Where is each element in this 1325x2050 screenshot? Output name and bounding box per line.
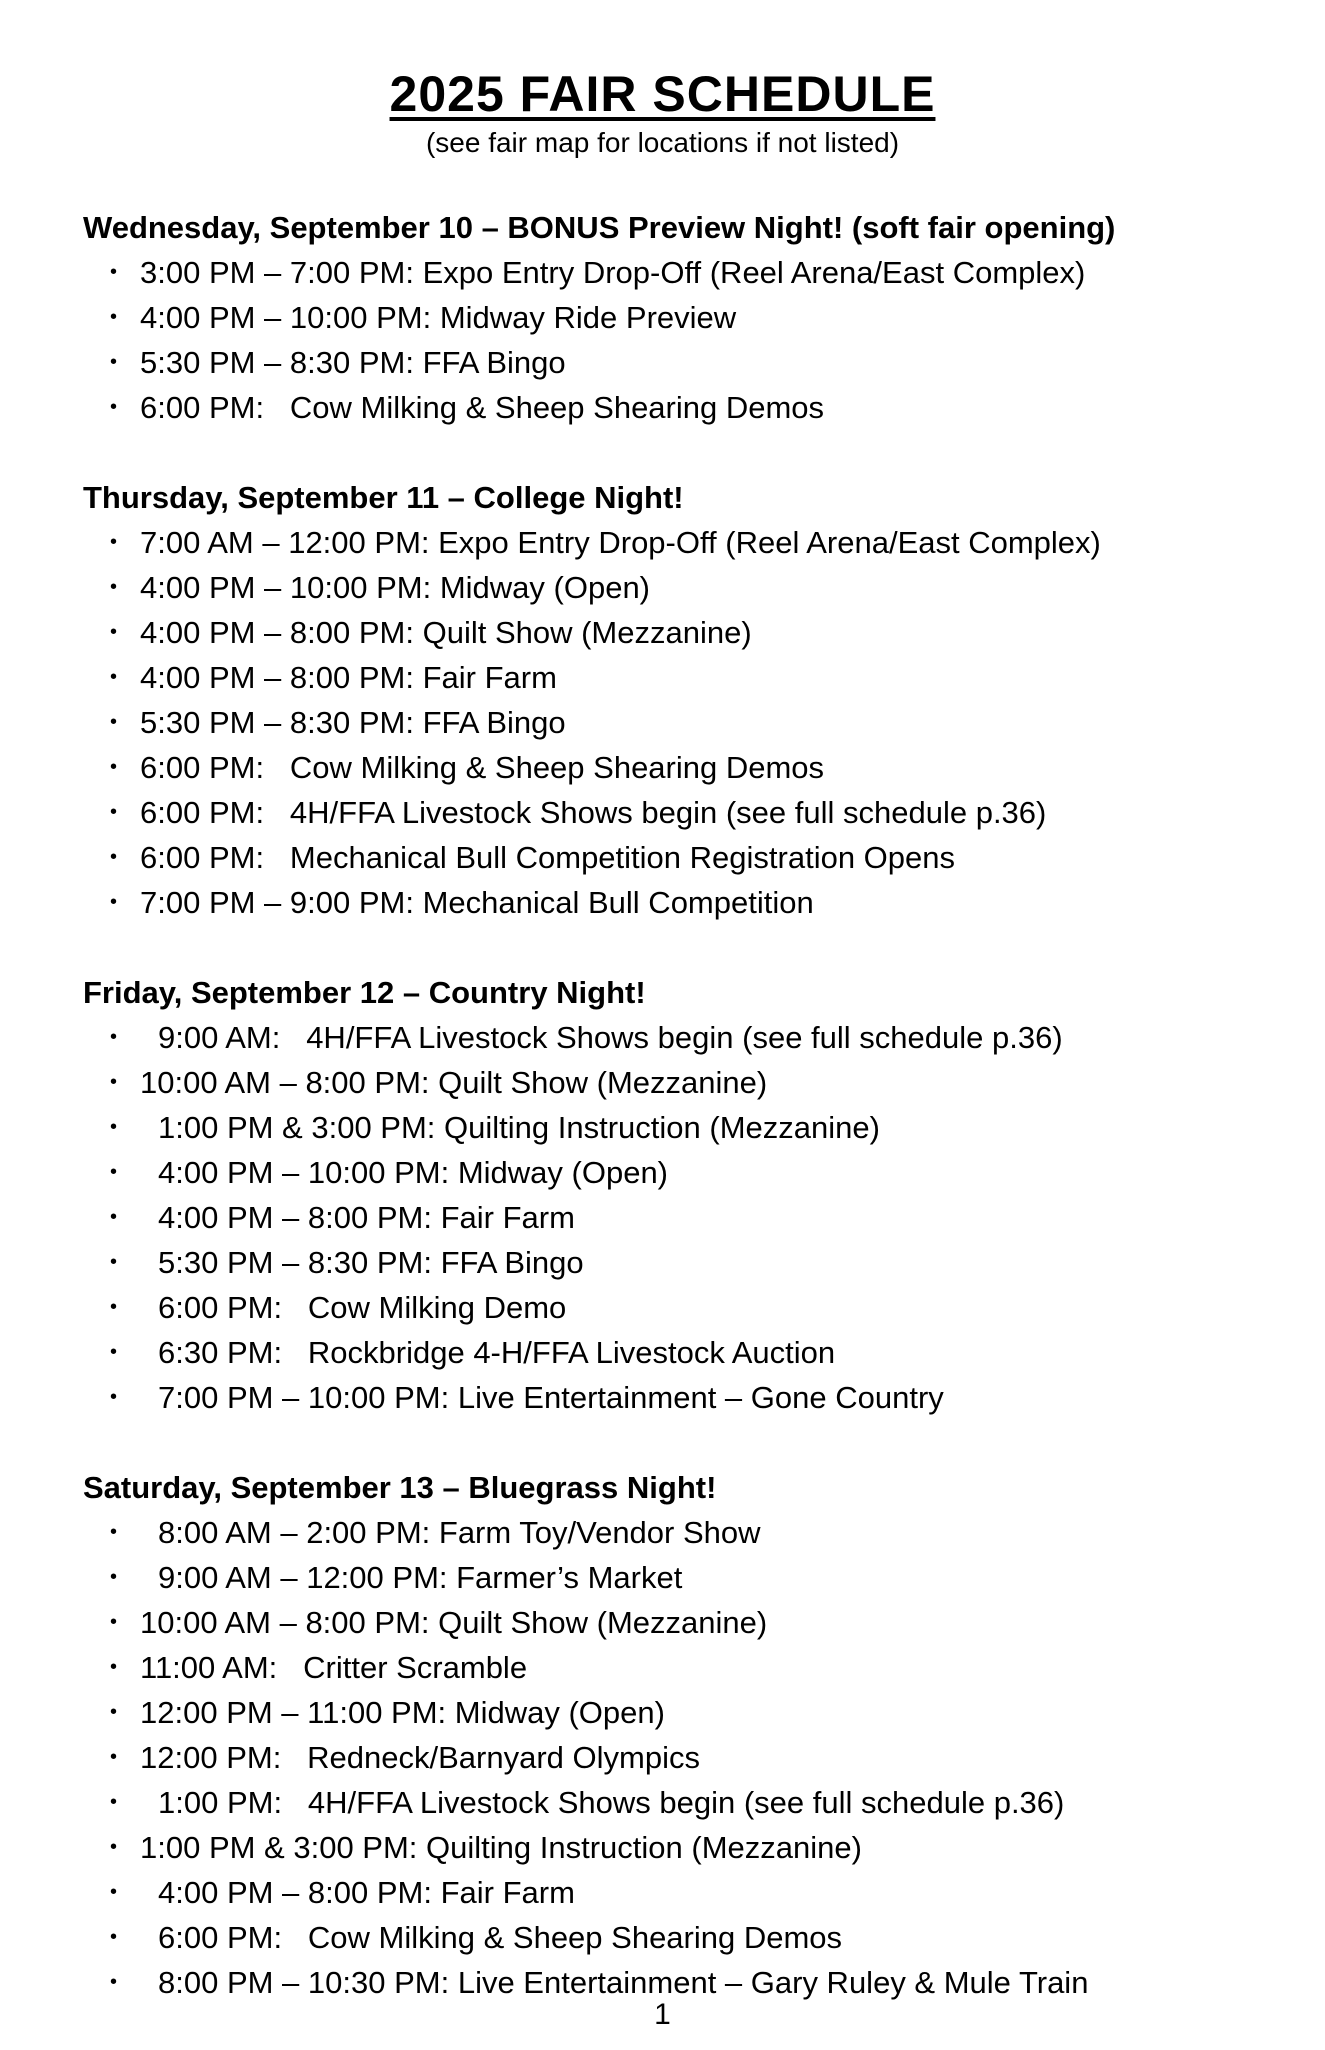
event-text: 7:00 PM – 9:00 PM: Mechanical Bull Competition	[140, 885, 814, 920]
bullet-icon: •	[110, 1296, 118, 1318]
bullet-icon: •	[110, 261, 118, 283]
list-item	[83, 655, 1283, 700]
list-item	[83, 1555, 1283, 1600]
day-heading: Thursday, September 11 – College Night!	[83, 480, 684, 515]
bullet-icon: •	[110, 531, 118, 553]
bullet-icon: •	[110, 1971, 118, 1993]
list-item	[83, 250, 1283, 295]
event-text: 6:30 PM: Rockbridge 4-H/FFA Livestock Auction	[158, 1335, 836, 1370]
list-item	[83, 1825, 1283, 1870]
event-text: 6:00 PM: Cow Milking & Sheep Shearing Demos	[158, 1920, 843, 1955]
event-list	[83, 1510, 1283, 2005]
event-text: 12:00 PM – 11:00 PM: Midway (Open)	[140, 1695, 665, 1730]
list-item	[83, 1195, 1283, 1240]
bullet-icon: •	[110, 1161, 118, 1183]
list-item	[83, 790, 1283, 835]
event-text: 8:00 PM – 10:30 PM: Live Entertainment – Gary Ruley & Mule Train	[158, 1965, 1089, 2000]
list-item	[83, 1915, 1283, 1960]
event-text: 4:00 PM – 8:00 PM: Fair Farm	[158, 1875, 575, 1910]
bullet-icon: •	[110, 846, 118, 868]
bullet-icon: •	[110, 756, 118, 778]
page-number: 1	[654, 1998, 671, 2031]
day-heading: Friday, September 12 – Country Night!	[83, 975, 646, 1010]
list-item	[83, 1330, 1283, 1375]
event-text: 9:00 AM: 4H/FFA Livestock Shows begin (see full schedule p.36)	[158, 1020, 1063, 1055]
event-list	[83, 250, 1283, 430]
bullet-icon: •	[110, 621, 118, 643]
list-item	[83, 1870, 1283, 1915]
list-item	[83, 1780, 1283, 1825]
page-subtitle: (see fair map for locations if not listed)	[425, 127, 900, 158]
list-item	[83, 385, 1283, 430]
list-item	[83, 1150, 1283, 1195]
bullet-icon: •	[110, 1881, 118, 1903]
bullet-icon: •	[110, 1926, 118, 1948]
event-text: 9:00 AM – 12:00 PM: Farmer’s Market	[158, 1560, 683, 1595]
list-item	[83, 565, 1283, 610]
list-item	[83, 295, 1283, 340]
bullet-icon: •	[110, 711, 118, 733]
list-item	[83, 1060, 1283, 1105]
event-text: 6:00 PM: Cow Milking & Sheep Shearing Demos	[140, 750, 825, 785]
bullet-icon: •	[110, 666, 118, 688]
event-text: 11:00 AM: Critter Scramble	[140, 1650, 528, 1685]
bullet-icon: •	[110, 1251, 118, 1273]
day-section-wednesday	[83, 205, 1283, 430]
event-text: 4:00 PM – 10:00 PM: Midway (Open)	[140, 570, 651, 605]
bullet-icon: •	[110, 351, 118, 373]
event-text: 1:00 PM & 3:00 PM: Quilting Instruction (Mezzanine)	[158, 1110, 880, 1145]
bullet-icon: •	[110, 396, 118, 418]
day-section-thursday	[83, 475, 1283, 925]
bullet-icon: •	[110, 1656, 118, 1678]
list-item	[83, 745, 1283, 790]
bullet-icon: •	[110, 1341, 118, 1363]
list-item	[83, 700, 1283, 745]
event-text: 4:00 PM – 8:00 PM: Fair Farm	[158, 1200, 575, 1235]
event-text: 5:30 PM – 8:30 PM: FFA Bingo	[158, 1245, 584, 1280]
list-item	[83, 1285, 1283, 1330]
bullet-icon: •	[110, 1386, 118, 1408]
event-text: 1:00 PM & 3:00 PM: Quilting Instruction (Mezzanine)	[140, 1830, 862, 1865]
event-text: 6:00 PM: Mechanical Bull Competition Registration Opens	[140, 840, 956, 875]
bullet-icon: •	[110, 891, 118, 913]
event-text: 4:00 PM – 10:00 PM: Midway (Open)	[158, 1155, 669, 1190]
event-text: 8:00 AM – 2:00 PM: Farm Toy/Vendor Show	[158, 1515, 761, 1550]
event-text: 4:00 PM – 8:00 PM: Quilt Show (Mezzanine)	[140, 615, 752, 650]
event-text: 12:00 PM: Redneck/Barnyard Olympics	[140, 1740, 700, 1775]
bullet-icon: •	[110, 576, 118, 598]
event-text: 4:00 PM – 10:00 PM: Midway Ride Preview	[140, 300, 737, 335]
list-item	[83, 1240, 1283, 1285]
list-item	[83, 340, 1283, 385]
event-list	[83, 1015, 1283, 1420]
event-text: 6:00 PM: Cow Milking Demo	[158, 1290, 567, 1325]
list-item	[83, 1690, 1283, 1735]
event-text: 5:30 PM – 8:30 PM: FFA Bingo	[140, 345, 566, 380]
list-item	[83, 610, 1283, 655]
list-item	[83, 1375, 1283, 1420]
list-item	[83, 880, 1283, 925]
bullet-icon: •	[110, 1746, 118, 1768]
bullet-icon: •	[110, 1206, 118, 1228]
event-text: 3:00 PM – 7:00 PM: Expo Entry Drop-Off (Reel Arena/East Complex)	[140, 255, 1086, 290]
day-heading: Saturday, September 13 – Bluegrass Night!	[83, 1470, 717, 1505]
event-text: 6:00 PM: Cow Milking & Sheep Shearing Demos	[140, 390, 825, 425]
event-text: 10:00 AM – 8:00 PM: Quilt Show (Mezzanine)	[140, 1065, 768, 1100]
list-item	[83, 1015, 1283, 1060]
bullet-icon: •	[110, 306, 118, 328]
event-text: 6:00 PM: 4H/FFA Livestock Shows begin (see full schedule p.36)	[140, 795, 1047, 830]
event-text: 10:00 AM – 8:00 PM: Quilt Show (Mezzanine)	[140, 1605, 768, 1640]
event-text: 1:00 PM: 4H/FFA Livestock Shows begin (see full schedule p.36)	[158, 1785, 1065, 1820]
event-text: 4:00 PM – 8:00 PM: Fair Farm	[140, 660, 557, 695]
list-item	[83, 520, 1283, 565]
list-item	[83, 1600, 1283, 1645]
list-item	[83, 1735, 1283, 1780]
bullet-icon: •	[110, 1026, 118, 1048]
list-item	[83, 835, 1283, 880]
bullet-icon: •	[110, 1071, 118, 1093]
bullet-icon: •	[110, 1701, 118, 1723]
bullet-icon: •	[110, 1521, 118, 1543]
event-text: 7:00 PM – 10:00 PM: Live Entertainment – Gone Country	[158, 1380, 944, 1415]
schedule-content	[83, 205, 1283, 2050]
list-item	[83, 1105, 1283, 1150]
list-item	[83, 1510, 1283, 1555]
bullet-icon: •	[110, 1566, 118, 1588]
day-section-friday	[83, 970, 1283, 1420]
bullet-icon: •	[110, 1791, 118, 1813]
event-text: 7:00 AM – 12:00 PM: Expo Entry Drop-Off (Reel Arena/East Complex)	[140, 525, 1101, 560]
day-section-saturday	[83, 1465, 1283, 2005]
event-list	[83, 520, 1283, 925]
bullet-icon: •	[110, 1116, 118, 1138]
page-title: 2025 FAIR SCHEDULE	[389, 66, 936, 122]
bullet-icon: •	[110, 1836, 118, 1858]
list-item	[83, 1645, 1283, 1690]
event-text: 5:30 PM – 8:30 PM: FFA Bingo	[140, 705, 566, 740]
bullet-icon: •	[110, 1611, 118, 1633]
bullet-icon: •	[110, 801, 118, 823]
day-heading: Wednesday, September 10 – BONUS Preview Night! (soft fair opening)	[83, 210, 1116, 245]
